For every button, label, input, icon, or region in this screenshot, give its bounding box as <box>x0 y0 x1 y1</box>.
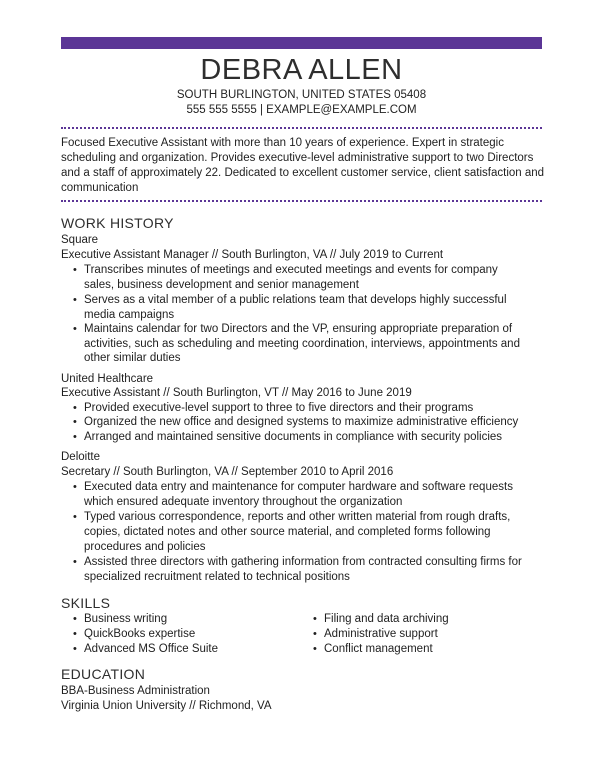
header-accent-bar <box>61 37 542 49</box>
job-bullet-continuation: media campaigns <box>84 309 175 321</box>
summary-line: Focused Executive Assistant with more than 10 years of experience. Expert in strategic <box>61 137 504 149</box>
job-bullet: • Maintains calendar for two Directors and the VP, ensuring appropriate preparation of <box>84 322 510 337</box>
contact-location: SOUTH BURLINGTON, UNITED STATES 05408 <box>176 89 427 101</box>
job-role-line: Executive Assistant // South Burlington, VT // May 2016 to June 2019 <box>61 387 412 399</box>
skill-item: • QuickBooks expertise <box>84 627 178 642</box>
job-bullet-continuation: activities, such as scheduling and meeting coordination, interviews, appointments and <box>84 338 520 350</box>
summary-line: communication <box>61 182 139 195</box>
education-degree: BBA-Business Administration <box>61 685 210 697</box>
job-bullet-continuation: copies, dictated notes and other source material, and completed forms following <box>84 526 491 538</box>
job-bullet: • Transcribes minutes of meetings and executed meetings and events for company <box>84 263 520 278</box>
section-title-work-history: WORK HISTORY <box>61 215 174 231</box>
skill-item: • Advanced MS Office Suite <box>84 642 212 657</box>
professional-summary <box>61 136 545 198</box>
job-bullet-continuation: other similar duties <box>84 352 181 364</box>
summary-line: scheduling and organization. Provides executive-level administrative support to two Directors <box>61 152 534 165</box>
job-role-line: Executive Assistant Manager // South Burlington, VA // July 2019 to Current <box>61 249 444 261</box>
skill-item: • Business writing <box>84 612 168 627</box>
job-bullet: • Provided executive-level support to three to five directors and their programs <box>84 401 494 416</box>
job-bullet: • Serves as a vital member of a public relations team that develops highly successful <box>84 293 518 308</box>
candidate-name: DEBRA ALLEN <box>200 54 403 86</box>
job-bullet: • Executed data entry and maintenance for computer hardware and software requests <box>84 480 534 495</box>
skill-item: • Administrative support <box>324 627 439 642</box>
section-title-skills: SKILLS <box>61 595 111 611</box>
job-bullet-continuation: sales, business development and senior management <box>84 279 359 291</box>
education-school: Virginia Union University // Richmond, VA <box>61 700 272 712</box>
divider-summary <box>61 200 542 202</box>
job-bullet: • Typed various correspondence, reports and other written material from rough drafts, <box>84 510 526 525</box>
contact-phone-email: 555 555 5555 | EXAMPLE@EXAMPLE.COM <box>186 104 417 116</box>
job-bullet-continuation: specialized recruitment related to technical positions <box>84 571 350 583</box>
job-bullet: • Assisted three directors with gathering information from contracted consulting firms for <box>84 555 518 570</box>
company-name: Square <box>61 234 99 246</box>
section-title-education: EDUCATION <box>61 666 146 682</box>
job-bullet: • Arranged and maintained sensitive documents in compliance with security policies <box>84 430 522 445</box>
divider-top <box>61 127 542 129</box>
company-name: Deloitte <box>61 451 100 463</box>
company-name: United Healthcare <box>61 373 154 385</box>
summary-line: and a staff of approximately 22. Dedicated to excellent customer service, client satisfaction and <box>61 167 545 180</box>
job-bullet-continuation: procedures and policies <box>84 541 206 553</box>
skill-item: • Conflict management <box>324 642 432 657</box>
job-role-line: Secretary // South Burlington, VA // September 2010 to April 2016 <box>61 466 394 478</box>
job-bullet: • Organized the new office and designed systems to maximize administrative efficiency <box>84 415 522 430</box>
skill-item: • Filing and data archiving <box>324 612 444 627</box>
job-bullet-continuation: which ensured adequate inventory throughout the organization <box>84 496 403 508</box>
